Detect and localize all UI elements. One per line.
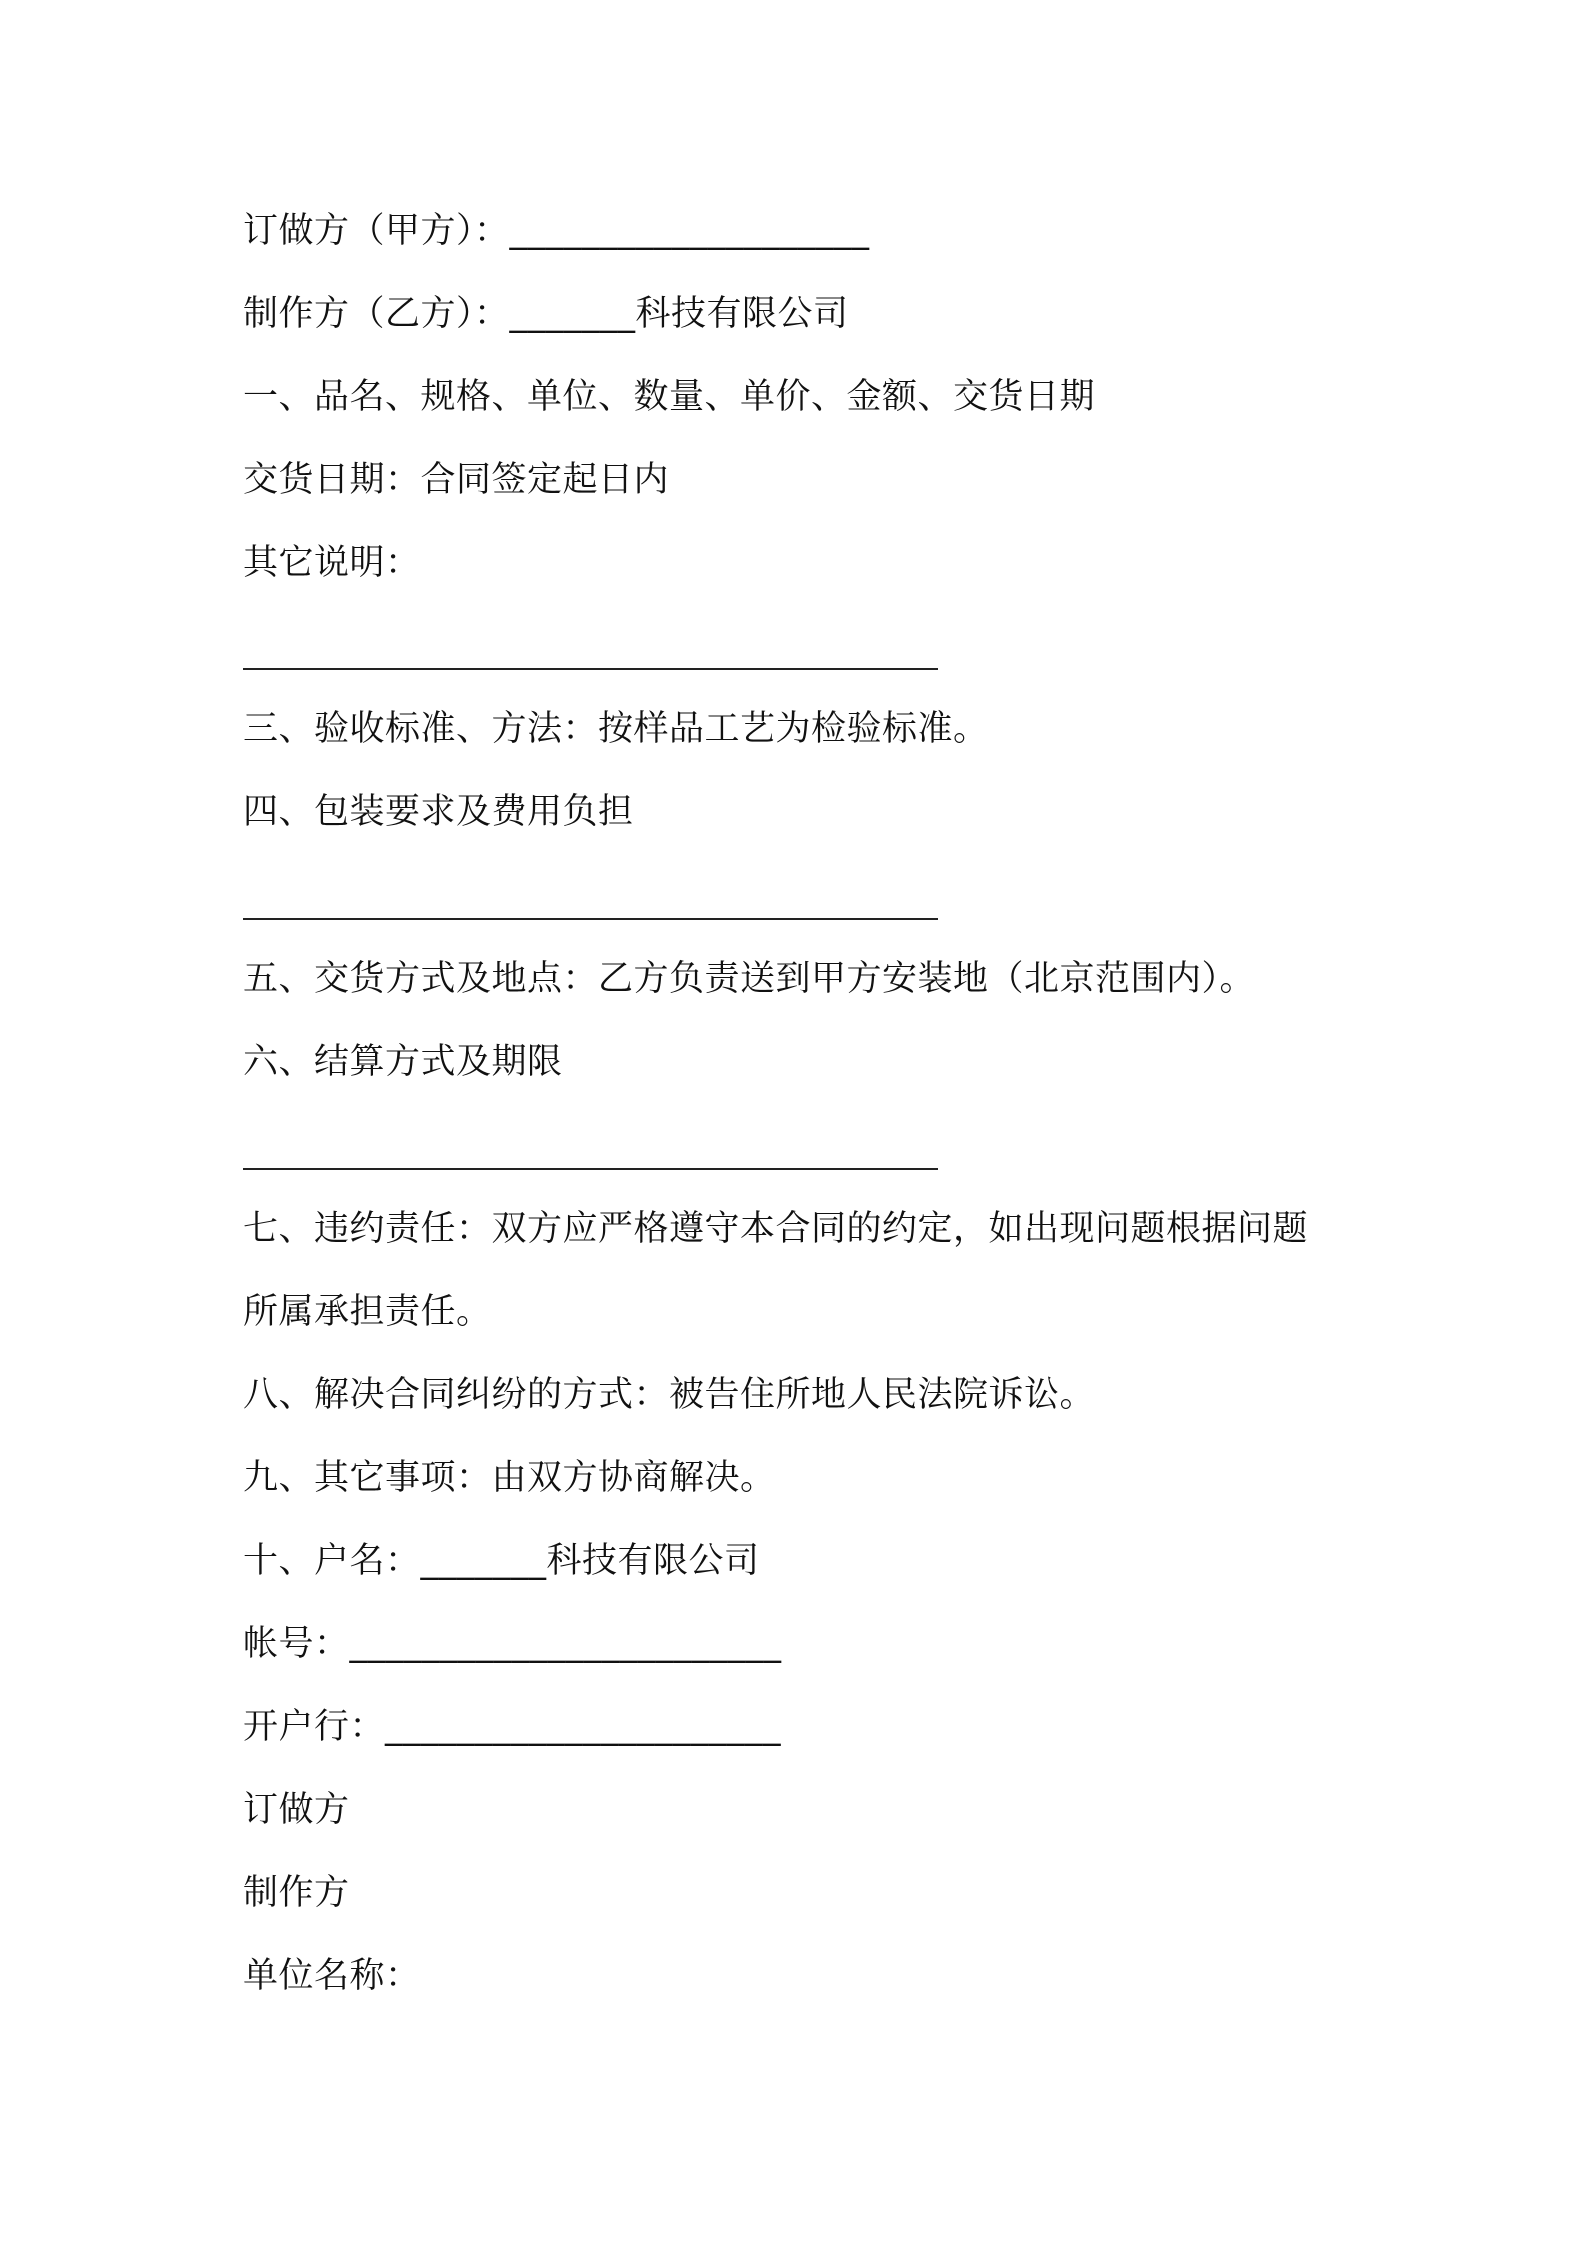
- party-a-line: 订做方（甲方）：____________________: [243, 211, 870, 251]
- blank-rule-3: [243, 1168, 938, 1170]
- blank-rule-1: [243, 668, 938, 670]
- section-5-line: 五、交货方式及地点：乙方负责送到甲方安装地（北京范围内）。: [243, 959, 1256, 999]
- account-name-line: 十、户名：_______科技有限公司: [243, 1541, 760, 1581]
- section-3-line: 三、验收标准、方法：按样品工艺为检验标准。: [243, 709, 989, 749]
- section-7-line-2: 所属承担责任。: [243, 1292, 492, 1332]
- maker-label: 制作方: [243, 1873, 350, 1913]
- section-4-heading: 四、包装要求及费用负担: [243, 792, 634, 832]
- party-b-line: 制作方（乙方）：_______科技有限公司: [243, 294, 849, 334]
- section-1-heading: 一、品名、规格、单位、数量、单价、金额、交货日期: [243, 377, 1096, 417]
- delivery-date-line: 交货日期：合同签定起日内: [243, 460, 670, 500]
- section-8-line: 八、解决合同纠纷的方式：被告住所地人民法院诉讼。: [243, 1375, 1096, 1415]
- orderer-label: 订做方: [243, 1790, 350, 1830]
- section-6-heading: 六、结算方式及期限: [243, 1042, 563, 1082]
- bank-line: 开户行：______________________: [243, 1707, 782, 1747]
- section-7-line-1: 七、违约责任：双方应严格遵守本合同的约定，如出现问题根据问题: [243, 1209, 1309, 1249]
- section-9-line: 九、其它事项：由双方协商解决。: [243, 1458, 776, 1498]
- account-number-line: 帐号：________________________: [243, 1624, 782, 1664]
- other-notes-label: 其它说明：: [243, 543, 421, 583]
- blank-rule-2: [243, 918, 938, 920]
- unit-name-label: 单位名称：: [243, 1956, 421, 1996]
